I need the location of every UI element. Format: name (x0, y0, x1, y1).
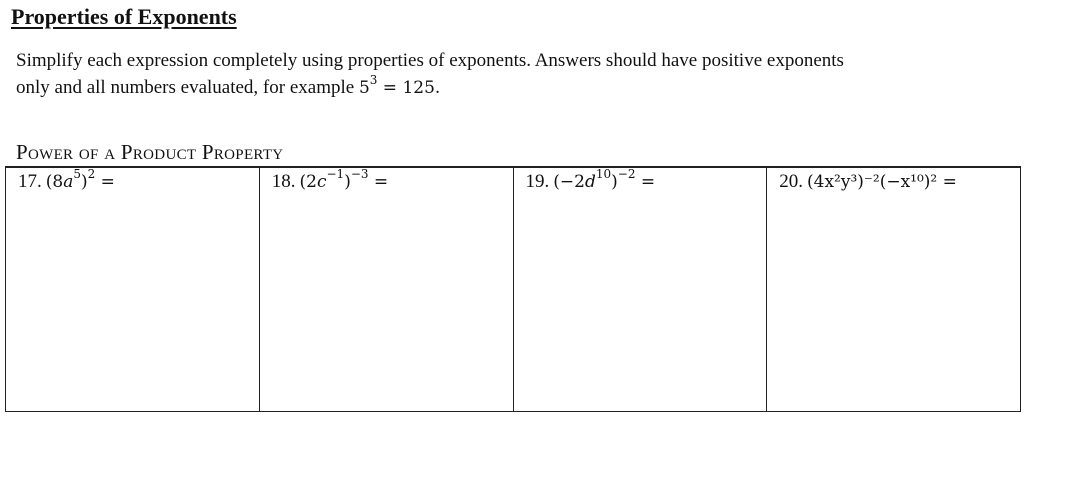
expr-variable: c (316, 172, 327, 192)
problem-expression (299, 167, 389, 192)
problem-number: 20. (779, 171, 803, 192)
expr-exponent: 5 (73, 167, 81, 182)
expr-part: ) (80, 172, 88, 192)
expr-part: (8 (45, 172, 64, 192)
example-result: = 125. (377, 78, 441, 98)
problem-number: 18. (271, 171, 296, 192)
section-heading: Power of a Product Property (16, 140, 284, 164)
problem-18 (271, 167, 389, 193)
directions-line-2 (16, 74, 1046, 102)
directions-line-1: Simplify each expression completely using properties of exponents. Answers should have positive exponents (16, 50, 844, 71)
problem-number: 19. (525, 171, 550, 192)
expr-exponent: 10 (595, 167, 612, 182)
expr-exponent: −2 (617, 167, 636, 182)
problem-cell-20[interactable] (767, 168, 1020, 411)
problem-17 (18, 167, 115, 193)
expr-exponent: −1 (326, 167, 345, 182)
expr-equals: = (368, 172, 389, 192)
expr-variable: a (63, 172, 74, 192)
example-exponent: 3 (369, 73, 378, 88)
directions-text (16, 47, 1046, 102)
worksheet-title: Properties of Exponents (11, 4, 237, 29)
expr-part: ) (344, 172, 351, 192)
problem-expression: (4x²y³)⁻²(−x¹⁰)² = (807, 172, 957, 192)
expr-exponent: 2 (87, 167, 96, 182)
problem-grid (5, 166, 1021, 412)
expr-equals: = (95, 172, 115, 192)
expr-part: ) (611, 172, 618, 192)
directions-line-2-text: only and all numbers evaluated, for example (16, 77, 359, 98)
expr-part: (−2 (553, 172, 585, 192)
problem-19 (525, 167, 656, 193)
expr-equals: = (635, 172, 656, 192)
example-base: 5 (358, 78, 370, 98)
expr-exponent: −3 (350, 167, 369, 182)
expr-part: (2 (299, 172, 317, 192)
problem-cell-17[interactable] (6, 168, 260, 411)
expr-variable: d (584, 172, 596, 192)
problem-cell-19[interactable] (514, 168, 768, 411)
problem-number: 17. (18, 171, 42, 192)
problem-20 (779, 171, 957, 193)
example-expression (358, 73, 441, 98)
problem-expression (553, 167, 656, 192)
problem-cell-18[interactable] (260, 168, 514, 411)
problem-expression (45, 167, 115, 192)
